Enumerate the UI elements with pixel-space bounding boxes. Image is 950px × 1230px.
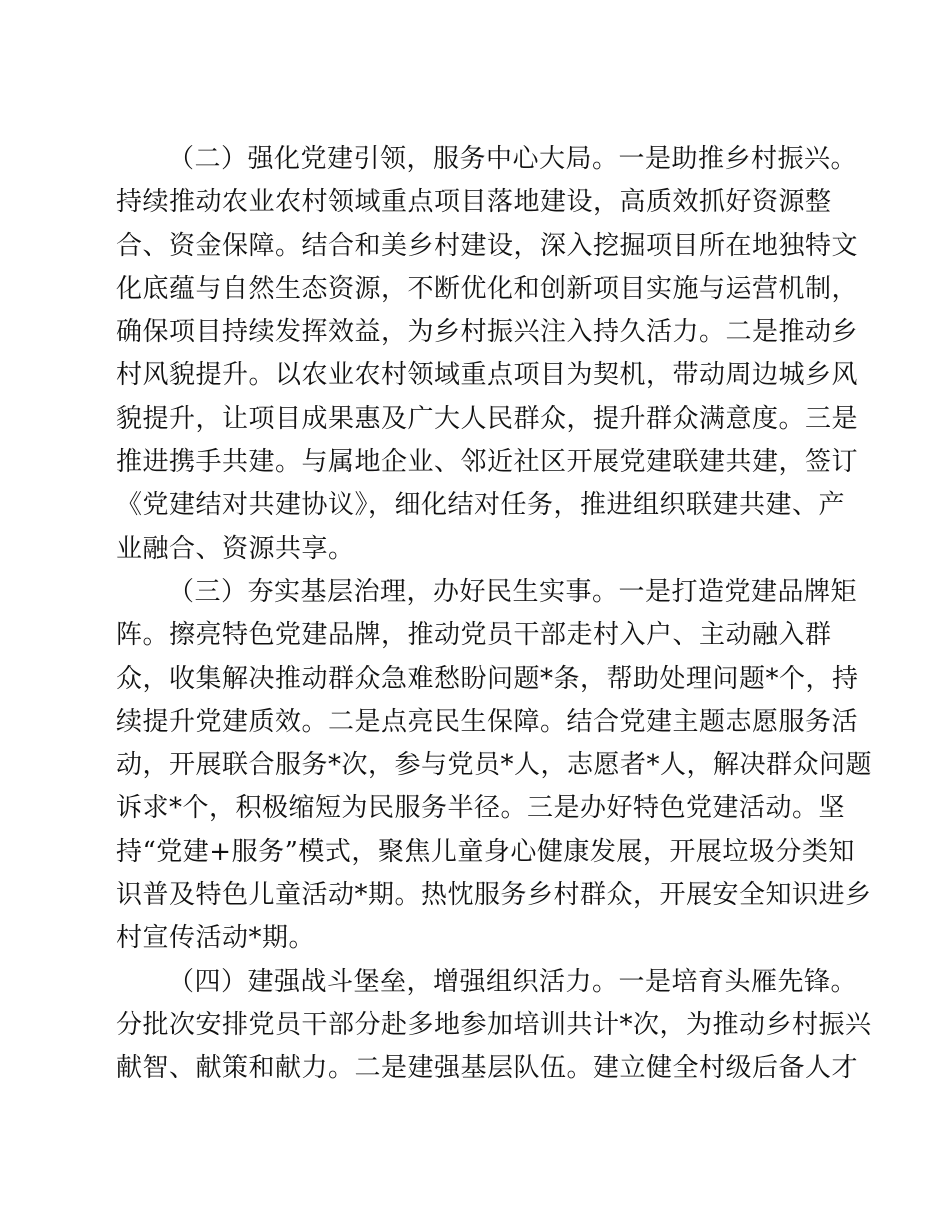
paragraph-2-line-1: （二）强化党建引领，服务中心大局。一是助推乡村振兴。 (168, 144, 858, 174)
paragraph-3-line-2: 阵。擦亮特色党建品牌，推动党员干部走村入户、主动融入群 (116, 620, 832, 651)
paragraph-3-line-1: （三）夯实基层治理，办好民生实事。一是打造党建品牌矩 (168, 576, 858, 607)
document-body (116, 138, 873, 1091)
paragraph-3-line-8: 识普及特色儿童活动*期。热忱服务乡村群众，开展安全知识进乡 (116, 880, 872, 911)
paragraph-2-line-8: 推进携手共建。与属地企业、邻近社区开展党建联建共建，签订 (116, 447, 859, 478)
paragraph-2-line-7: 貌提升，让项目成果惠及广大人民群众，提升群众满意度。三是 (116, 403, 859, 434)
paragraph-2-line-6: 村风貌提升。以农业农村领域重点项目为契机，带动周边城乡风 (116, 360, 859, 391)
paragraph-4-line-3: 献智、献策和献力。二是建强基层队伍。建立健全村级后备人才 (116, 1053, 859, 1084)
paragraph-3-line-7: 持“党建+服务”模式，聚焦儿童身心健康发展，开展垃圾分类知 (116, 836, 855, 867)
paragraph-2-line-10: 业融合、资源共享。 (116, 533, 355, 564)
paragraph-4-line-1: （四）建强战斗堡垒，增强组织活力。一是培育头雁先锋。 (168, 966, 858, 997)
paragraph-2-line-5: 确保项目持续发挥效益，为乡村振兴注入持久活力。二是推动乡 (116, 317, 859, 348)
paragraph-3-line-6: 诉求*个，积极缩短为民服务半径。三是办好特色党建活动。坚 (116, 793, 846, 824)
paragraph-3-line-9: 村宣传活动*期。 (116, 923, 316, 954)
paragraph-3-line-3: 众，收集解决推动群众急难愁盼问题*条，帮助处理问题*个，持 (116, 663, 859, 694)
paragraph-3-line-4: 续提升党建质效。二是点亮民生保障。结合党建主题志愿服务活 (116, 706, 859, 737)
paragraph-3-line-5: 动，开展联合服务*次，参与党员*人，志愿者*人，解决群众问题 (116, 750, 873, 781)
paragraph-2-line-3: 合、资金保障。结合和美乡村建设，深入挖掘项目所在地独特文 (116, 230, 859, 261)
paragraph-4-line-2: 分批次安排党员干部分赴多地参加培训共计*次，为推动乡村振兴 (116, 1009, 872, 1040)
paragraph-2-line-9: 《党建结对共建协议》，细化结对任务，推进组织联建共建、产 (116, 490, 846, 521)
paragraph-2-line-2: 持续推动农业农村领域重点项目落地建设，高质效抓好资源整 (116, 187, 832, 218)
paragraph-2-line-4: 化底蕴与自然生态资源，不断优化和创新项目实施与运营机制， (116, 273, 859, 304)
